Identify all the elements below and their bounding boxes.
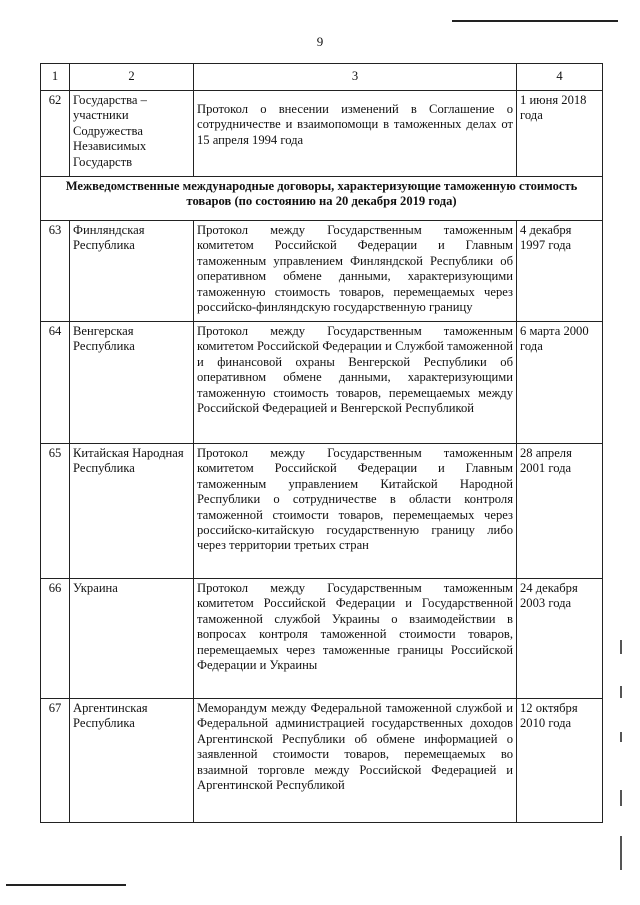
- date-cell: 1 июня 2018 года: [517, 91, 603, 177]
- table-row: [41, 579, 603, 699]
- date-cell: 12 октября 2010 года: [517, 699, 603, 823]
- description-cell: [194, 91, 517, 177]
- row-number: 62: [41, 91, 70, 177]
- section-title: Межведомственные международные договоры, характеризующие таможенную стоимость товаров (по состоянию на 20 декабря 2019 года): [41, 177, 603, 221]
- row-number: 67: [41, 699, 70, 823]
- column-header: 3: [194, 64, 517, 91]
- column-header: 1: [41, 64, 70, 91]
- description-cell: Протокол между Государственным таможенным комитетом Российской Федерации и Главным таможенным управлением Финляндской Республики об оперативном обмене данными, характеризующими таможенную стоимость товаров, перемещаемых через российско-финляндскую государственную границу: [194, 221, 517, 322]
- description-cell: Протокол между Государственным таможенным комитетом Российской Федерации и Службой таможенной и финансовой охраны Венгерской Республики об оперативном обмене данными, характеризующими таможенную стоимость товаров, перемещаемых между Российской Федерацией и Венгерской Республикой: [194, 322, 517, 444]
- table-row: [41, 444, 603, 579]
- party-cell: Аргентинская Республика: [70, 699, 194, 823]
- party-cell: Китайская Народная Республика: [70, 444, 194, 579]
- column-header: 2: [70, 64, 194, 91]
- column-header: 4: [517, 64, 603, 91]
- description-cell: Протокол между Государственным таможенным комитетом Российской Федерации и Главным таможенным управлением Китайской Народной Республики о сотрудничестве в области контроля таможенной стоимости товаров, перемещаемых через российско-китайскую государственную границу либо через территории третьих стран: [194, 444, 517, 579]
- table-row: [41, 699, 603, 823]
- description-cell: Меморандум между Федеральной таможенной службой и Федеральной администрацией государственных доходов Аргентинской Республики об обмене информацией о заявленной стоимости товаров, перемещаемых во взаимной торговле между Российской Федерацией и Аргентинской Республикой: [194, 699, 517, 823]
- party-cell: Венгерская Республика: [70, 322, 194, 444]
- row-number: 66: [41, 579, 70, 699]
- page-number: 9: [316, 34, 324, 49]
- treaties-table: [40, 63, 603, 823]
- table-row: [41, 322, 603, 444]
- date-cell: 24 декабря 2003 года: [517, 579, 603, 699]
- description-cell: Протокол между Государственным таможенным комитетом Российской Федерации и Государственной таможенной службой Украины о взаимодействии в вопросах контроля таможенной стоимости товаров, перемещаемых через таможенные границы Российской Федерации и Украины: [194, 579, 517, 699]
- row-number: 63: [41, 221, 70, 322]
- top-rule: [452, 20, 618, 22]
- party-cell: Украина: [70, 579, 194, 699]
- bottom-rule: [6, 884, 126, 886]
- party-cell: Государства – участники Содружества Независимых Государств: [70, 91, 194, 177]
- party-cell: Финляндская Республика: [70, 221, 194, 322]
- date-cell: 4 декабря 1997 года: [517, 221, 603, 322]
- scan-edge-marks: [618, 640, 624, 870]
- date-cell: 28 апреля 2001 года: [517, 444, 603, 579]
- table-row: [41, 221, 603, 322]
- row-number: 64: [41, 322, 70, 444]
- table-row: [41, 91, 603, 177]
- column-header-row: [41, 64, 603, 91]
- description-text: Протокол о внесении изменений в Соглашение о сотрудничестве и взаимопомощи в таможенных делах от 15 апреля 1994 года: [197, 102, 513, 147]
- row-number: 65: [41, 444, 70, 579]
- date-cell: 6 марта 2000 года: [517, 322, 603, 444]
- section-row: [41, 177, 603, 221]
